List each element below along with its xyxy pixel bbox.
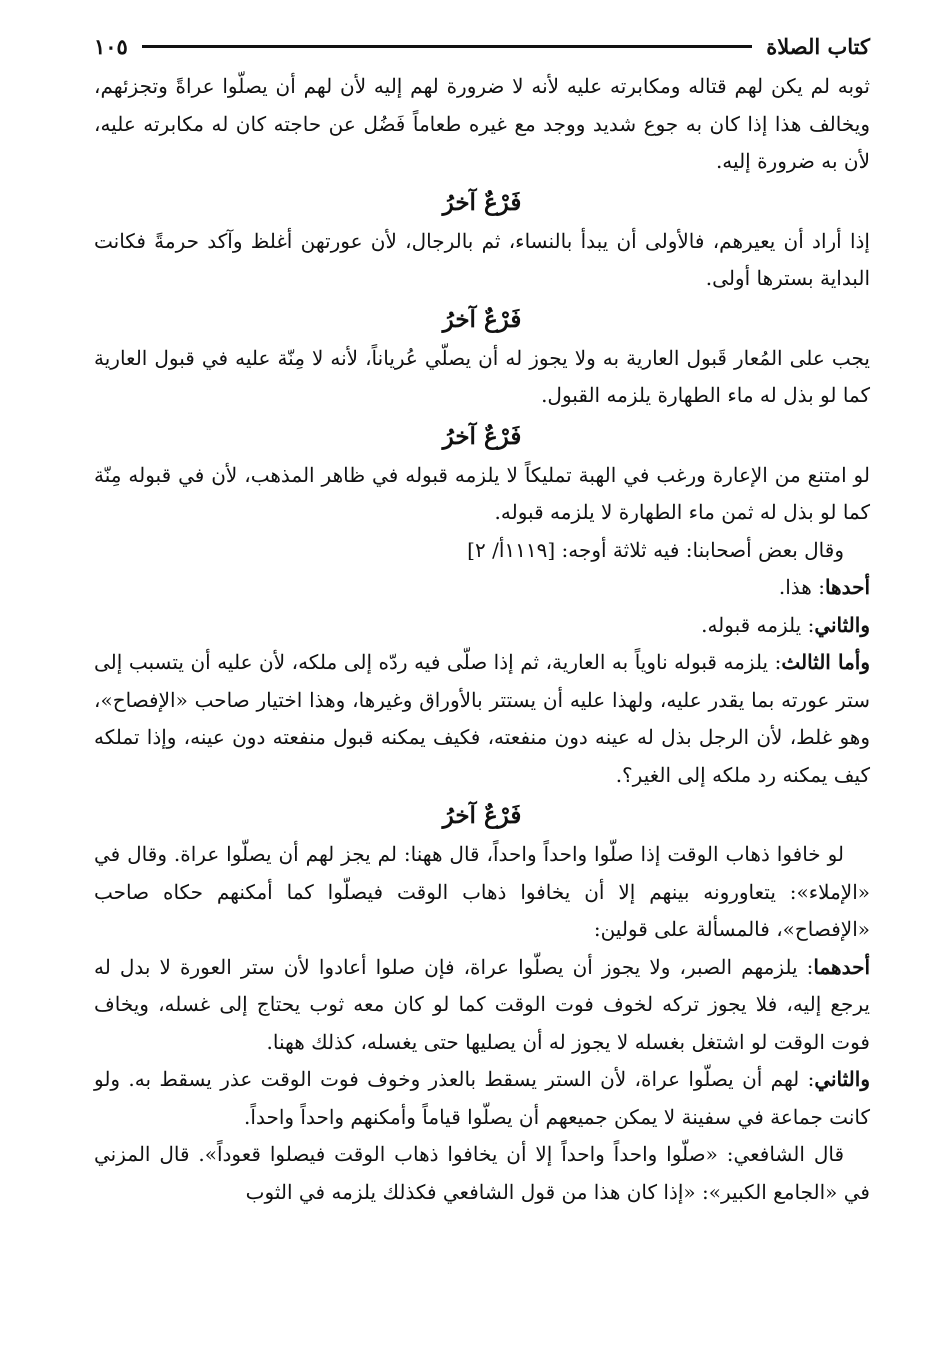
paragraph: وقال بعض أصحابنا: فيه ثلاثة أوجه: [١١١٩أ/ ٢] <box>467 537 844 562</box>
paragraph-lead-word: وأما الثالث <box>781 650 870 674</box>
page-body <box>94 68 870 1211</box>
paragraph <box>94 949 870 1062</box>
paragraph: إذا أراد أن يعيرهم، فالأولى أن يبدأ بالنساء، ثم بالرجال، لأن عورتهن أغلظ وآكد حرمةً فكانت البداية بسترها أولى. <box>94 228 870 290</box>
paragraph-text: : يلزمهم الصبر، ولا يجوز أن يصلّوا عراة، فإن صلوا أعادوا لأن ستر العورة لا بدل له يرجع إليه، فلا يجوز تركه لخوف فوت الوقت كما لو كان معه ثوب يحتاج إلى غسله، ويخاف فوت الوقت لو اشتغل بغسله لا يجوز له أن يصليها حتى يغسله، كذلك ههنا. <box>94 954 870 1054</box>
header-rule <box>142 45 752 48</box>
section-heading: فَرْعٌ آخرُ <box>442 305 522 333</box>
paragraph-text: : يلزمه قبوله. <box>701 612 815 637</box>
running-header <box>94 28 870 64</box>
paragraph: ثوبه لم يكن لهم قتاله ومكابرته عليه لأنه لا ضرورة لهم إليه لأن لهم أن يصلّوا عراةً وتجزئهم، ويخالف هذا إذا كان به جوع شديد ووجد مع غيره طعاماً فَضُل عن حاجته كان له مكابرته عليه، لأن به ضرورة إليه. <box>94 74 870 173</box>
paragraph <box>94 1061 870 1136</box>
paragraph: لو امتنع من الإعارة ورغب في الهبة تمليكاً لا يلزمه قبوله في ظاهر المذهب، لأن في قبوله مِنّة كما لو بذل له ثمن ماء الطهارة لا يلزمه قبوله. <box>94 462 870 524</box>
paragraph-text: : يلزمه قبوله ناوياً به العارية، ثم إذا صلّى فيه ردّه إلى ملكه، لأن عليه أن يتسبب إلى ستر عورته بما يقدر عليه، ولهذا عليه أن يستتر بالأوراق وغيرها، وهذا اختيار صاحب «الإفصاح»، وهو غلط، لأن الرجل بذل له عينه دون منفعته، فكيف يمكنه قبول منفعته دون عينه، وإذا تملكه كيف يمكنه رد ملكه إلى الغير؟. <box>94 650 870 787</box>
section-heading: فَرْعٌ آخرُ <box>442 188 522 216</box>
book-page <box>94 28 870 1349</box>
paragraph: لو خافوا ذهاب الوقت إذا صلّوا واحداً واحداً، قال ههنا: لم يجز لهم أن يصلّوا عراة. وقال في «الإملاء»: يتعاورونه بينهم إلا أن يخافوا ذهاب الوقت فيصلّوا كما أمكنهم حكاه صاحب «الإفصاح»، فالمسألة على قولين: <box>94 842 870 941</box>
paragraph <box>94 644 870 794</box>
paragraph: يجب على المُعار قَبول العارية به ولا يجوز له أن يصلّي عُرياناً، لأنه لا مِنّة عليه في قبول العارية كما لو بذل له ماء الطهارة يلزمه القبول. <box>94 345 870 407</box>
paragraph-lead-word: أحدها <box>824 575 870 599</box>
paragraph <box>94 607 870 645</box>
section-heading: فَرْعٌ آخرُ <box>442 422 522 450</box>
paragraph-text: : هذا. <box>778 575 825 599</box>
paragraph-lead-word: والثاني <box>814 1067 870 1091</box>
paragraph-lead-word: والثاني <box>814 612 870 637</box>
paragraph-text: : لهم أن يصلّوا عراة، لأن الستر يسقط بالعذر وخوف فوت الوقت عذر يسقط به. ولو كانت جماعة في سفينة لا يمكن جميعهم أن يصلّوا قياماً وأمكنهم واحداً واحداً. <box>94 1067 870 1129</box>
section-heading: فَرْعٌ آخرُ <box>442 802 522 829</box>
paragraph: قال الشافعي: «صلّوا واحداً واحداً إلا أن يخافوا ذهاب الوقت فيصلوا قعوداً». قال المزني في «الجامع الكبير»: «إذا كان هذا من قول الشافعي فكذلك يلزمه في الثوب <box>94 1142 870 1204</box>
page-number: ١٠٥ <box>94 33 128 59</box>
chapter-title: كتاب الصلاة <box>766 33 870 59</box>
paragraph <box>94 569 870 607</box>
paragraph-lead-word: أحدهما <box>813 954 870 979</box>
